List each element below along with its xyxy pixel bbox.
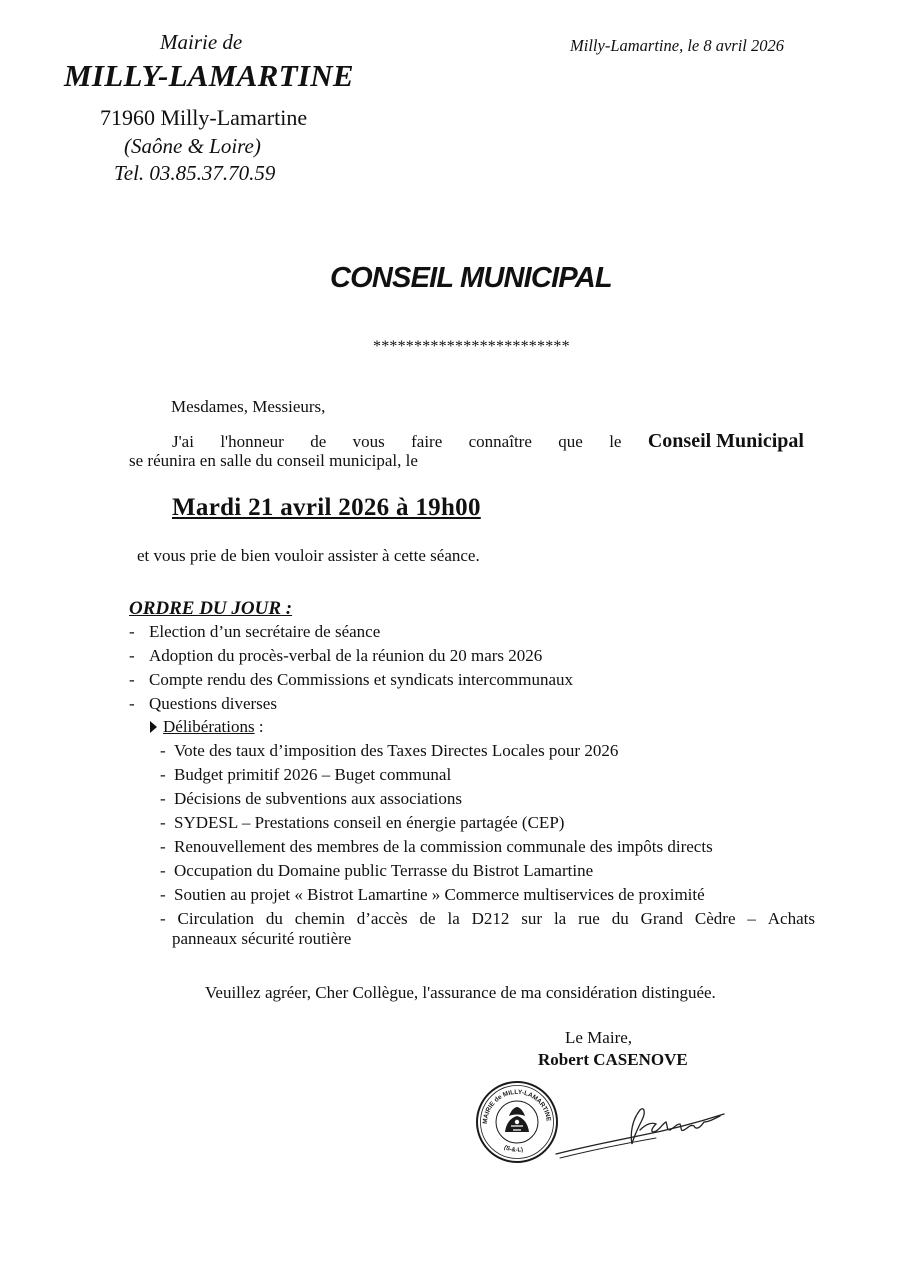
intro-line-1 [129,430,804,453]
intro-word: de [310,432,327,451]
mairie-stamp-icon [475,1080,559,1164]
signatory-title: Le Maire, [565,1028,633,1047]
dash-bullet: - [160,885,166,904]
agenda-item [129,670,573,690]
intro-paragraph [129,430,804,471]
deliberation-word: Achats [767,909,815,928]
deliberation-item [160,837,713,857]
deliberation-line-1 [160,909,815,929]
deliberation-item-multiline [160,909,815,949]
intro-word: l'honneur [220,432,284,451]
mairie-de-label: Mairie de [160,30,243,54]
deliberation-word: d’accès [356,909,408,928]
deliberation-word: D212 [471,909,510,928]
deliberation-text: Renouvellement des membres de la commission communale des impôts directs [174,837,713,856]
agenda-heading [129,598,292,620]
deliberation-item [160,861,593,881]
intro-word: vous [352,432,385,451]
deliberation-item [160,741,618,761]
place-and-date: Milly-Lamartine, le 8 avril 2026 [570,36,785,55]
telephone: Tel. 03.85.37.70.59 [114,161,276,185]
agenda-item [129,694,277,714]
triangle-bullet-icon [150,721,157,733]
closing-formula: Veuillez agréer, Cher Collègue, l'assurance de ma considération distinguée. [205,983,716,1002]
deliberation-word: rue [578,909,600,928]
dash-bullet: - [129,622,135,641]
dash-bullet: - [160,789,166,808]
agenda-item-text: Compte rendu des Commissions et syndicats intercommunaux [149,670,574,689]
dash-bullet: - [129,646,135,665]
agenda-item-text: Election d’un secrétaire de séance [149,622,381,641]
handwritten-signature [552,1100,730,1162]
intro-word: faire [411,432,443,451]
svg-text:(S-&-L) [503,1145,524,1154]
deliberation-word: Cèdre [694,909,736,928]
document-title: CONSEIL MUNICIPAL [330,262,612,294]
intro-word: le [609,432,622,451]
deliberation-text: Vote des taux d’imposition des Taxes Directes Locales pour 2026 [174,741,619,760]
intro-word: J'ai [172,432,194,451]
deliberation-item [160,885,705,905]
signatory-name: Robert CASENOVE [538,1050,688,1069]
agenda-heading-colon: : [281,598,293,619]
intro-word: que [558,432,583,451]
deliberation-line-2: panneaux sécurité routière [172,929,352,948]
stamp-text-bottom: (S-&-L) [502,1144,524,1154]
agenda-item-text: Adoption du procès-verbal de la réunion du 20 mars 2026 [149,646,543,665]
deliberations-colon: : [254,717,264,736]
deliberation-item [160,765,451,785]
deliberation-word: la [447,909,460,928]
deliberation-word: de [419,909,436,928]
deliberation-text: Décisions de subventions aux associations [174,789,463,808]
deliberation-word: la [553,909,567,928]
deliberation-word: chemin [294,909,345,928]
dash-bullet: - [160,909,166,928]
dash-bullet: - [160,861,166,880]
deliberation-text: Budget primitif 2026 – Buget communal [174,765,452,784]
intro-word: connaître [468,432,532,451]
deliberation-word: du [611,909,629,928]
department: (Saône & Loire) [124,134,261,158]
deliberation-word: du [265,909,283,928]
dash-bullet: - [129,670,135,689]
deliberation-text: Soutien au projet « Bistrot Lamartine » Commerce multiservices de proximité [174,885,705,904]
dash-bullet: - [160,837,166,856]
stamp-emblem [505,1107,529,1132]
salutation: Mesdames, Messieurs, [171,397,326,416]
deliberation-item [160,813,564,833]
deliberation-text: Occupation du Domaine public Terrasse du Bistrot Lamartine [174,861,594,880]
dash-bullet: - [160,741,166,760]
postal-address: 71960 Milly-Lamartine [100,105,308,130]
deliberation-word: Circulation [177,909,255,928]
agenda-heading-text: ORDRE DU JOUR [129,598,282,619]
dash-bullet: - [160,813,166,832]
deliberation-word: – [747,909,756,928]
deliberations-label: Délibérations [163,717,255,736]
meeting-datetime: Mardi 21 avril 2026 à 19h00 [172,494,481,521]
dash-bullet: - [160,765,166,784]
conseil-municipal-emphasis: Conseil Municipal [647,430,804,452]
deliberation-item [160,789,462,809]
agenda-item-text: Questions diverses [149,694,277,713]
separator-stars: ************************ [373,338,570,355]
deliberation-word: Grand [640,909,684,928]
stamp-text-top: MAIRIE de MILLY-LAMARTINE [481,1088,552,1125]
deliberation-word: sur [521,909,543,928]
agenda-item [129,646,542,666]
commune-name: MILLY-LAMARTINE [64,58,354,93]
invitation-text: et vous prie de bien vouloir assister à cette séance. [137,546,480,565]
intro-line-2: se réunira en salle du conseil municipal, le [129,451,418,470]
deliberation-text: SYDESL – Prestations conseil en énergie partagée (CEP) [174,813,565,832]
agenda-item [129,622,380,642]
deliberations-heading [150,717,264,737]
dash-bullet: - [129,694,135,713]
